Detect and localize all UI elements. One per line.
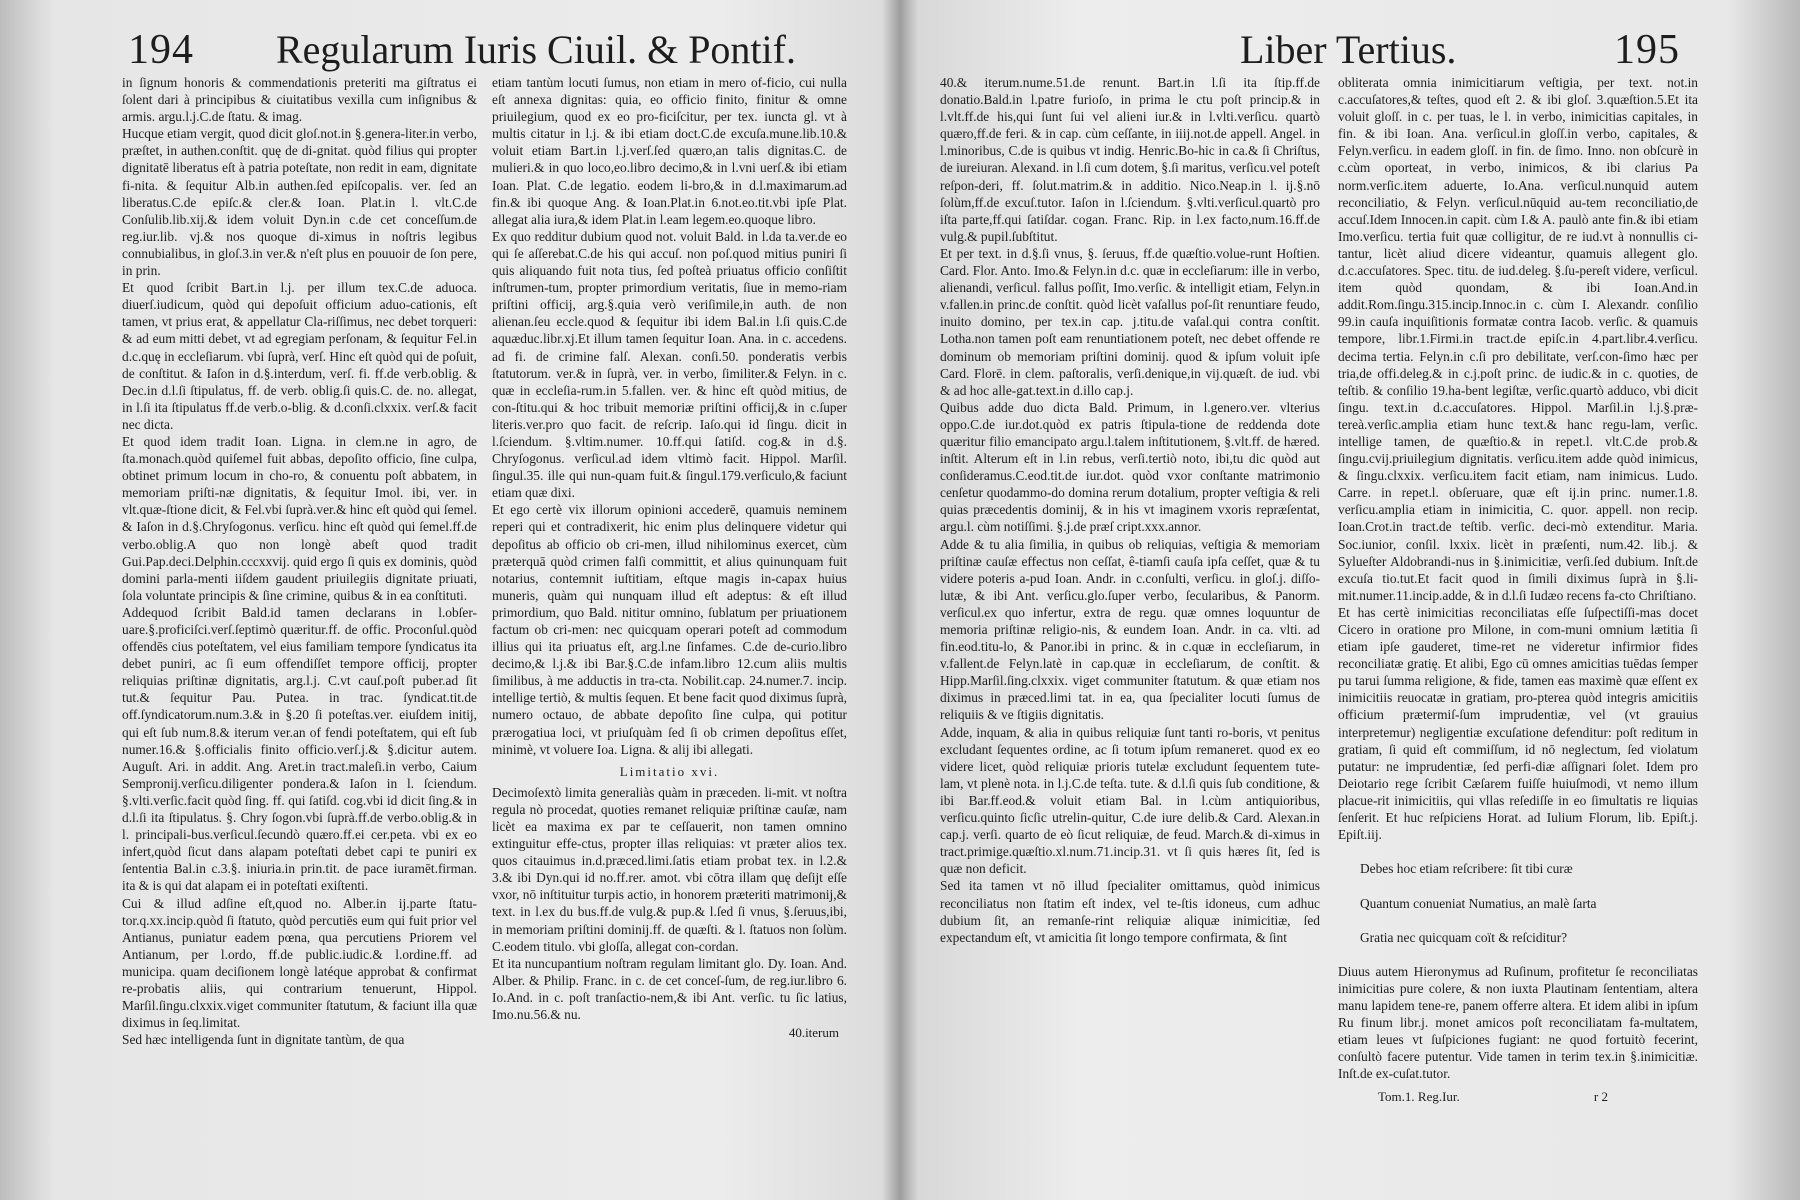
left-running-head (62, 18, 882, 74)
paragraph: Adde & tu alia ſimilia, in quibus ob reliquias, veſtigia & memoriam priſtinæ cauſæ effectus non ceſſat, ê-tiamſi cauſa ipſa ceſſet, quæ & tu videre poteris a-pud Ioan. Andr. in c.conſulti, verſicu. in gloſ.j. diſſo-lutæ, & ibi Ant. verſicu.glo.ſuper verbo, ſecularibus, & Panorm. verſicul.ex quo infertur, extra de regu. quæ omnes loquuntur de memoria priſtinæ religio-nis, & eundem Ioan. Andr. in ca. vlti. ad fin.eod.titu-lo, & Panor.ibi in princ. & in c.quæ in eccleſiarum, in v.fallent.de Felyn.latè in cap.quæ in eccleſiarum, de conſtit. & Hipp.Marſil.ſing.clxxix. viget communiter ſtatutum. & quæ etiam nos diximus in præced.limi tat. in ea, qua ſpecialiter locuti ſumus de reliquiis & ve ſtigiis dignitatis. (940, 536, 1320, 723)
paragraph: Addequod ſcribit Bald.id tamen declarans in l.obſer-uare.§.proficiſci.verſ.ſeptimò quæritur.ff. de offic. Proconſul.quòd offendēs cius poteſtatem, vel eius familiam tempore ſyndicatus ita debet puniri, ac ſi eum offendiſſet tempore officij, propter reliquias priſtinæ dignitatis, arg.l.j. C.vt cauſ.poſt puber.ad ſit tut.& ſequitur Pau. Putea. in trac. ſyndicat.tit.de off.ſyndicatorum.num.3.& in §.20 ſi poteſtas.ver. eiuſdem initij, qui eſt ſub num.8.& iterum ver.an of fendi poteſtatem, qui eſt ſub numer.16.& §.officialis finito officio.verſ.j.& §.dicitur autem. Auguſt. Ari. in addit. Ang. Aret.in tract.maleſi.in verbo, Caium Sempronij.verſicu.diligenter pondera.& Iaſon in l. ſciendum. §.vlti.verſic.facit quòd ſing. ff. qui ſatiſd. cog.vbi id dicit ſing.& in d.l.ſi ita ſtipulatus. §. Chry ſogon.vbi ſuprà.ff.de verbo.oblig.& in l. principali-bus.verſicul.ſecundò quæro.ff.ei cer.peta. vbi ex eo infert,quòd ſicut dans alapam poteſtati debet capi te puniri ex ſententia Bal.in c.3.§. iniuria.in prin.tit. de pace iuramēt.firman. ita & is qui dat alapam ei in poteſtati exiſtenti. (122, 604, 477, 894)
left-column-2 (492, 74, 847, 1200)
verse-quotation (1360, 843, 1698, 963)
catchword: 40.iterum (788, 1025, 839, 1041)
right-running-title: Liber Tertius. (1240, 27, 1457, 72)
left-column-1 (122, 74, 477, 1200)
left-running-title: Regularum Iuris Ciuil. & Pontif. (276, 27, 796, 72)
left-page (62, 18, 882, 1200)
paragraph: Ex quo redditur dubium quod not. voluit Bald. in l.da ta.ver.de eo qui ſe aſſerebat.C.de his qui accuſ. non poſ.quod mitius puniri ſi quis aliquando fuit nota tius, ſed poſteà priuatus officio conſiſtit inſtrumen-tum, propter primordium veritatis, ſiue in memo-riam priſtini officij, arg.§.quia verò veriſimile,in auth. de non alienan.ſeu eccle.quod & ſequitur ibi idem Bal.in l.ſi quis.C.de aquæduc.libr.xj.Et illum tamen ſequitur Ioan. Ana. in c. accedens. ad fi. de crimine falſ. Alexan. conſi.50. ponderatis verbis ſtatutorum. ver.& in ſuprà, ver. in verbo, ſimiliter.& Felyn. in c. quæ in eccleſia-rum.in 5.fallen. ver. & hinc eſt quòd mitius, de con-ſtitu.qui & hoc tribuit memoriæ priſtini officij,& in c.ſuper literis.ver.pro quo facit. de reſcrip. Iaſo.qui id ſingu. dicit in l.ſciendum. §.vltim.numer. 10.ff.qui ſatiſd. cog.& in d.§. Chryſogonus. verſicul.ad idem vltimò facit. Hippol. Marſil. ſingul.35. ille qui nun-quam fuit.& ſingul.179.verſiculo,& faciunt etiam quæ dixi. (492, 228, 847, 501)
volume-signature: Tom.1. Reg.Iur. (1378, 1088, 1460, 1104)
paragraph: Cui & illud adſine eſt,quod no. Alber.in ij.parte ſtatu-tor.q.xx.incip.quòd ſi ſtatuto, quòd percutiēs eum qui fuit prior vel Antianus, puniatur eadem pœna, qua percutiens Priorem vel Antianum, per l.ordo, ff.de public.iudic.& l.ordine.ff. ad municipa. quam deciſionem longè latéque approbat & confirmat re-probatis aliis, qui contrarium tenuerunt, Hippol. Marſil.ſingu.clxxix.viget communiter ſtatutum, & faciunt illa quæ diximus in ſeq.limitat. (122, 895, 477, 1031)
paragraph: in ſignum honoris & commendationis preteriti ma giſtratus ei ſolent dari à principibus & ciuitatibus vexilla cum inſignibus & armis. argu.l.j.C.de ſtatu. & imag. (122, 75, 477, 125)
section-heading: Limitatio xvi. (619, 763, 720, 779)
right-column-1 (940, 74, 1320, 1200)
paragraph: Et quod ſcribit Bart.in l.j. per illum tex.C.de aduoca. diuerſ.iudicum, quòd qui depoſuit officium aduo-cationis, eſt tamen, vt prius erat, & appellatur Cla-riſſimus, nec debet torqueri: & ad eum mitti debet, vt ad egregiam perſonam, & ſequitur Fel.in d.c.quę in eccleſiarum. vbi ſuprà, verſ. Hinc eſt quòd qui de poſuit, de conſtitut. & Iaſon in d.§.interdum, verſ. fi. ff.de verb.oblig. & Dec.in d.l.ſi ſtipulatus, ff. de verb. oblig.ſi quis.C. de. no. allegat, in l.ſi ita ſtipulatus ff.de verb.o-blig. & d.conſi.clxxix. verſ.& facit nec dicta. (122, 280, 477, 432)
paragraph: Et ita nuncupantium noſtram regulam limitant glo. Dy. Ioan. And. Alber. & Philip. Franc. in c. de cet conceſ-ſum, de reg.iur.libro 6. Io.And. in c. poſt tranſactio-nem,& ibi Ant. verſic. tu ſic latius, Imo.nu.56.& nu. (492, 955, 847, 1022)
paragraph: Sed hæc intelligenda ſunt in dignitate tantùm, de qua (122, 1032, 405, 1048)
paragraph: obliterata omnia inimicitiarum veſtigia, per text. not.in c.accuſatores,& teſtes, quod eſt 2. & ibi gloſ. 3.quæſtion.5.Et ita voluit gloſſ. in c. per tuas, le l. in verbo, inimicitias capitales, in fin. & ibi Ioan. Ana. verſicul.in gloſſ.in verbo, capitales, & Felyn.verſicu. in eadem gloſſ. in fin. de ſimo. Inno. non obſcurè in c.cùm oporteat, in verbo, inimicos, & ibi clarius Pa norm.verſic.item aduerte, Io.Ana. verſicul.nunquid autem reconciliatio, & Felyn. verſicul.nūquid au-tem reconciliatio,de accuſ.Idem Innocen.in capit. cùm I.& A. paulò ante fin.& ibi etiam Imo.verſicu. tertia fuit quæ colligitur, de re iud.vt à nonnullis ci-tantur, licèt aliud dicere videantur, quamuis allegent glo. d.c.accuſatores. Spec. titu. de iud.deleg. §.ſu-pereſt videre, verſicul. item quòd quondam, & ibi Ioan.And.in addit.Rom.ſingu.315.incip.Innoc.in c. cùm I. Alexandr. conſilio 99.in cauſa inquiſitionis formatæ contra Iacob. verſic. & quamuis tempore, libr.1.Firmi.in tract.de epiſc.in 4.part.libr.4.verſicu. decima tertia. Felyn.in c.ſi pro debilitate, verſ.con-ſimo hæc per tria,de offi.deleg.& in c.j.poſt princ. de iudic.& in c. quoties, de teſtib. & conſilio 19.ha-bent legiſtæ, verſic.quartò adduco, vbi dicit ſingu. text.in d.c.accuſatores. Hippol. Marſil.in l.j.§.præ-tereà.verſic.amplia etiam hunc text.& hanc regu-lam, verſic. intellige tamen, de quæſtio.& in repet.l. vlt.C.de prob.& ſingu.cvij.priuilegium dignitatis. verſicu.item adde quòd inimicus, & ſingu.clxxix. verſicu.item facit etiam, nam inimicus. Ludo. Carre. in repet.l. obſeruare, quæ eſt ij.in princ. numer.1.8. verſicu.amplia etiam in inimicitia, C. quor. appell. non recip. Ioan.Crot.in tract.de teſtib. verſic. deci-mò extenditur. Maria. Soc.iunior, conſil. lxxix. licèt in præſenti, num.42. lib.j. & Sylueſter Aldobrandi-nus in §.inimicitiæ, verſi.ſed dubium. Inſt.de excuſa tio.tut.Et facit quod in ſimili diximus ſuprà in §.li-mit.numer.11.incip.adde, & in d.l.ſi Iudæo recens fa-cto Chriſtiano. (1338, 75, 1698, 603)
paragraph: Sed ita tamen vt nō illud ſpecialiter omittamus, quòd inimicus reconciliatus non ſtatim eſt index, vel te-ſtis idoneus, cum adhuc dubium ſit, an remanſe-rint reliquiæ aliquæ inimicitiæ, ſed expectandum eſt, vt amicitia ſit longo tempore confirmata, & ſint (940, 878, 1320, 945)
paragraph: Et per text. in d.§.ſi vnus, §. ſeruus, ff.de quæſtio.volue-runt Hoſtien. Card. Flor. Anto. Imo.& Felyn.in d.c. quæ in eccleſiarum: ille in verbo, alienandi, verſicul. fallus poſſit, Imo.verſic. & intelligit etiam, Felyn.in v.fallen.in princ.de conſtit. quòd licèt vaſallus poſ-ſit renuntiare feudo, inuito domino, per tex.in cap. j.titu.de vaſal.qui contra conſtit. Lotha.non tamen poſt eam renuntiationem poteſt, nec debet offende re dominum ob memoriam priſtini dominij. quod & ipſum voluit ipſe Card. Florē. in clem. paſtoralis, verſi.denique,in vij.quæſt. de iud. vbi & ad hoc alle-gat.text.in d.illo cap.j. (940, 245, 1320, 398)
left-page-number: 194 (128, 27, 194, 73)
paragraph: Et ego certè vix illorum opinioni accederē, quamuis neminem reperi qui et contradixerit, hic enim plus delinquere videtur qui depoſitus ab officio ob cri-men, illud nihilominus exercet, cùm præterquā quòd crimen falſi committit, et alius quinunquam fuit notarius, contemnit iuſtitiam, eſtque magis in-capax huius muneris, quàm qui nunquam illud eſt adeptus: & eſt illud primordium, quo Bald. nititur omnino, ſublatum per priuationem factum ob cri-men: nec quicquam operari poteſt ad commodum illius qui ita priuatus eſt, arg.l.ne ſinfames. C.de de-curio.libro decimo,& l.j.& ibi Bar.§.C.de infam.libro 12.cum aliis multis ſimilibus, à me adductis in tra-cta. Nobilit.cap. 24.numer.7. incip. intellige tertiò, & multis ſequen. Et bene facit quod diximus ſuprà, numero octauo, de abbate depoſito ſine culpa, qui potitur prærogatiua loci, vt priuſquàm ſed ſi ob crimen depoſitus eſſet, minimè, vt voluere Ioa. Ligna. & alij ibi allegati. (492, 502, 847, 757)
left-columns (62, 74, 882, 1200)
paragraph: Hucque etiam vergit, quod dicit gloſ.not.in §.genera-liter.in verbo, præſtet, in authen.conſtit. quę de di-gnitat. quòd filius qui propter dignitatē liberatus eſt à patria poteſtate, non redit in eam, dignitate fi-nita. & ſequitur Alb.in authen.ſed epiſcopalis. ver. ſed an liberatus.C.de epiſc.& cler.& Ioan. Plat.in l. vlt.C.de Conſulib.lib.xij.& idem voluit Dyn.in c.de cet conceſſum.de reg.iur.lib. vj.& nos quoque di-ximus in noſtris legibus connubialibus, in gloſ.3.in ver.& n'eſt plus en pouuoir de ſon pere, in prin. (122, 126, 477, 279)
paragraph: etiam tantùm locuti ſumus, non etiam in mero of-ficio, cui nulla eſt annexa dignitas: quia, eo officio finito, finitur & omne priuilegium, quod ex eo pro-ficiſcitur, per tex. iuncta gl. vt à multis citatur in l.j. & ibi etiam doct.C.de excuſa.mune.lib.10.& voluit etiam Bart.in l.j.verſ.ſed quæro,an talis dignitas.C. de mulieri.& in quo loco,eo.libro decimo,& in l.vni uerſ.& ibi etiam Ioan. Plat. C.de legatio. eodem li-bro,& in d.l.maximarum.ad fin.& ibi quoque Ang. & Ioan.Plat.in 6.not.eo.tit.vbi ipſe Plat. allegat alia iura,& idem Plat.in l.eam legem.eo.quoque libro. (492, 75, 847, 227)
right-columns (940, 74, 1740, 1200)
paragraph: Diuus autem Hieronymus ad Ruſinum, profitetur ſe reconciliatas inimicitias pure colere, & non iuxta Plautinam ſententiam, altera manu lapidem tene-re, panem offerre altera. Et idem alibi in ipſum Ru finum libr.j. monet amicos poſt reconciliatam fa-multatem, etiam leues vt ſuſpiciones fugiant: ne quod fortuitò fecerint, conſultò facere putentur. Vide tamen in terim tex.in §.inimicitiæ. Inſt.de ex-cuſat.tutor. (1338, 963, 1698, 1082)
right-running-head (940, 18, 1740, 74)
signature-line (1378, 1089, 1608, 1105)
right-column-2 (1338, 74, 1698, 1200)
paragraph: Et has certè inimicitias reconciliatas eſſe ſuſpectiſſi-mas docet Cicero in oratione pro Milone, in com-muni omnium lætitia ſi etiam ipſe gauderet, time-ret ne videretur infirmior fides reconciliatæ gratię. Et alibi, Ego cū omnes amicitias tuēdas ſemper pu tarui ſumma religione, & fide, tamen eas maximè quæ eſſent ex inimicitiis reuocatæ in gratiam, pro-pterea quòd integris amicitiis officium prætermiſ-ſum imprudentiæ, vel (vt grauius interpretemur) negligentiæ excuſatione defenditur: poſt reditum in gratiam, ſi quid eſt commiſſum, id nō neglectum, ſed violatum putatur: ne imprudentiæ, ſed perfi-diæ aſſignari ſolet. Idem pro Deiotario rege ſcribit Cæſarem fuiſſe huiuſmodi, vt nemo illum placue-rit inimicitiis, qui vllas reſediſſe in eo ſimultatis re liquias ſenſerit. Et huc reſpiciens Horat. ad Iulium Florum, lib. Epiſt.j. Epiſt.iij. (1338, 604, 1698, 843)
paragraph: Et quod idem tradit Ioan. Ligna. in clem.ne in agro, de ſta.monach.quòd quiſemel fuit abbas, depoſito officio, ſine culpa, obtinet primum locum in cho-ro, & conuentu poſt abbatem, in memoriam priſti-næ dignitatis, & ſequitur Imol. ibi, ver. in vlt.quæ-ſtione dicit, & Fel.vbi ſuprà.ver.& hinc eſt quòd qui ſemel. & Iaſon in d.§.Chryſogonus. verſicu. hinc eſt quòd qui ſemel.ff.de verbo.oblig.A quo non longè abeſt quod tradit Gui.Pap.deci.Delphin.cccxxvij. quid ergo ſi quis ex dominis, quòd domini parla-menti iiſdem gaudent priuilegiis dignitate priuati, ſola voluntate principis & ſine crimine, quibus & in ea conſtituti. (122, 433, 477, 603)
right-page-number: 195 (1614, 27, 1680, 73)
paragraph: Decimoſextò limita generaliàs quàm in præceden. li-mit. vt noſtra regula nò procedat, quoties remanet reliquiæ priſtinæ cauſæ, nam licèt ea maxima ex par te ceſſauerit, non tamen omnino extinguitur effe-ctus, propter illas reliquias: vt præter alios tex. quos citauimus in.d.præced.limi.ſatis etiam probat tex. in l.2.& 3.& ibi Dyn.qui id no.ff.rer. amot. vbi cōtra illam quę deſijt eſſe vxor, nō inſtituitur turpis actio, in honorem præteriti matrimonij,& text. in l.ex du bus.ff.de vulg.& pup.& l.ſed ſi vnus, §.ſeruus,ibi, in memoriam priſtini dominij.ff. de quæſti. & l. ſtatuos non ſolùm. C.eodem titulo. vbi gloſſa, allegat con-cordan. (492, 784, 847, 954)
paragraph: Quibus adde duo dicta Bald. Primum, in l.genero.ver. vlterius oppo.C.de iur.dot.quòd ex patris ſtipula-tione de reddenda dote quæritur filio emancipato argu.l.talem inſtitutionem, §.vlt.ff. de hæred. inſtit. Alterum eſt in l.in rebus, verſi.tertiò noto, ibi,tu dic quòd aut conſideramus.C.eod.tit.de iur.dot. quòd vxor conſtante matrimonio cenſetur quodammo-do domina rerum dotalium, propter veſtigia & reli quias præcedentis dominij, & in his vt imaginem vxoris repræſentat, argu.l. cùm notiſſimi. §.j.de præſ cript.xxx.annor. (940, 399, 1320, 535)
verse-line: Quantum conueniat Numatius, an malè ſarta (1360, 895, 1597, 911)
verse-line: Debes hoc etiam reſcribere: ſit tibi curæ (1360, 861, 1573, 877)
paragraph: Adde, inquam, & alia in quibus reliquiæ ſunt tanti ro-boris, vt penitus excludant ſequentes ordine, ac ſi totum ipſum remaneret. quod ex eo videre licet, quòd reliquiæ prioris tutelæ excludunt ſequentem tute-lam, vt plenè nota. in l.j.C.de teſta. tute. & d.l.ſi quis ſub conditione, & ibi Bar.ff.eod.& voluit etiam Bal. in l.cùm antiquioribus, verſicu.quinto ſicſic utrelin-quitur, C.de iure delib.& Card. Alexan.in cap.j. verſi. quarto de eò ſicut reliquiæ, de feud. March.& di-ximus in tract.primige.quæſtio.xl.num.71.incip.31. vt ſi quis hæres ſit, ſed is quæ non deficit. (940, 724, 1320, 877)
right-page (940, 18, 1740, 1200)
verse-line: Gratia nec quicquam coït & reſciditur? (1360, 929, 1568, 945)
paragraph: 40.& iterum.nume.51.de renunt. Bart.in l.ſi ita ſtip.ff.de donatio.Bald.in l.patre furioſo, in prima le ctu poſt princip.& in l.vlt.ff.de his,qui ſunt ſui vel alieni iur.& in l.vlti.verſicu. quartò quæro,ff.de feri. & in cap. cùm ceſſante, in iiij.not.de appell. Angel. in l.minoribus, C.de is quibus vt indig. Henric.Bo-hic in ca.& ſi Chriſtus, de iureiuran. Alexand. in l.ſi cum dotem, §.ſi maritus, verſicu.vel poteſt reſpon-deri, ff. ſolut.matrim.& in additio. Nico.Neap.in l. ij.§.nō ſolùm,ff.de excuſ.tutor. Iaſon in l.ſciendum. §.vlti.verſicul.quartò pro iſta parte,ff.qui ſatiſdar. cogan. Franc. Rip. in l.ex facto,num.16.ff.de vulg.& pupil.ſubſtitut. (940, 75, 1320, 244)
gathering-mark: r 2 (1593, 1088, 1608, 1104)
